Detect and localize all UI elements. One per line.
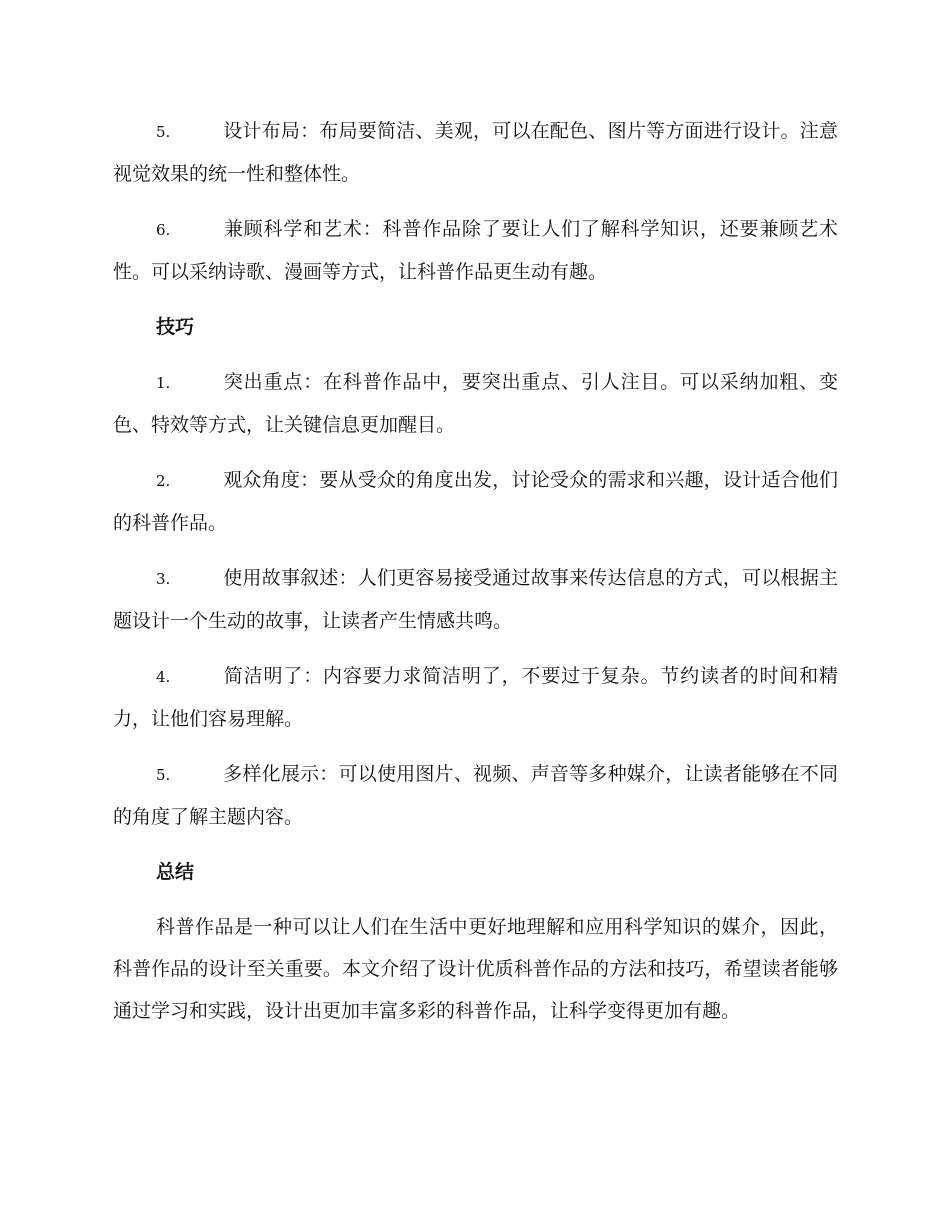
document-content (113, 110, 838, 1032)
tips-list-item (113, 557, 838, 642)
tips-list-item (113, 753, 838, 838)
list-number: 1. (156, 374, 171, 392)
design-list-item (113, 208, 838, 293)
list-item-text: 兼顾科学和艺术：科普作品除了要让人们了解科学知识，还要兼顾艺术性。可以采纳诗歌、漫画等方式，让科普作品更生动有趣。 (113, 218, 838, 283)
list-item-text: 设计布局：布局要简洁、美观，可以在配色、图片等方面进行设计。注意视觉效果的统一性和整体性。 (113, 120, 838, 185)
list-number: 2. (156, 472, 171, 490)
tips-list-item (113, 655, 838, 740)
list-number: 5. (156, 766, 171, 784)
list-item-text: 使用故事叙述：人们更容易接受通过故事来传达信息的方式，可以根据主题设计一个生动的故事，让读者产生情感共鸣。 (113, 567, 838, 632)
section-heading-tips: 技巧 (156, 316, 195, 338)
list-number: 5. (156, 123, 171, 141)
tips-list-item (113, 459, 838, 544)
list-item-text: 简洁明了：内容要力求简洁明了，不要过于复杂。节约读者的时间和精力，让他们容易理解。 (113, 665, 838, 730)
summary-paragraph: 科普作品是一种可以让人们在生活中更好地理解和应用科学知识的媒介，因此，科普作品的设计至关重要。本文介绍了设计优质科普作品的方法和技巧，希望读者能够通过学习和实践，设计出更加丰富多彩的科普作品，让科学变得更加有趣。 (113, 916, 838, 1022)
list-number: 4. (156, 668, 171, 686)
list-item-text: 多样化展示：可以使用图片、视频、声音等多种媒介，让读者能够在不同的角度了解主题内容。 (113, 763, 838, 828)
section-heading-summary: 总结 (156, 861, 195, 883)
list-item-text: 观众角度：要从受众的角度出发，讨论受众的需求和兴趣，设计适合他们的科普作品。 (113, 469, 838, 534)
list-item-text: 突出重点：在科普作品中，要突出重点、引人注目。可以采纳加粗、变色、特效等方式，让关键信息更加醒目。 (113, 371, 838, 436)
tips-list-item (113, 361, 838, 446)
list-number: 6. (156, 221, 171, 239)
list-number: 3. (156, 570, 171, 588)
design-list-item (113, 110, 838, 195)
